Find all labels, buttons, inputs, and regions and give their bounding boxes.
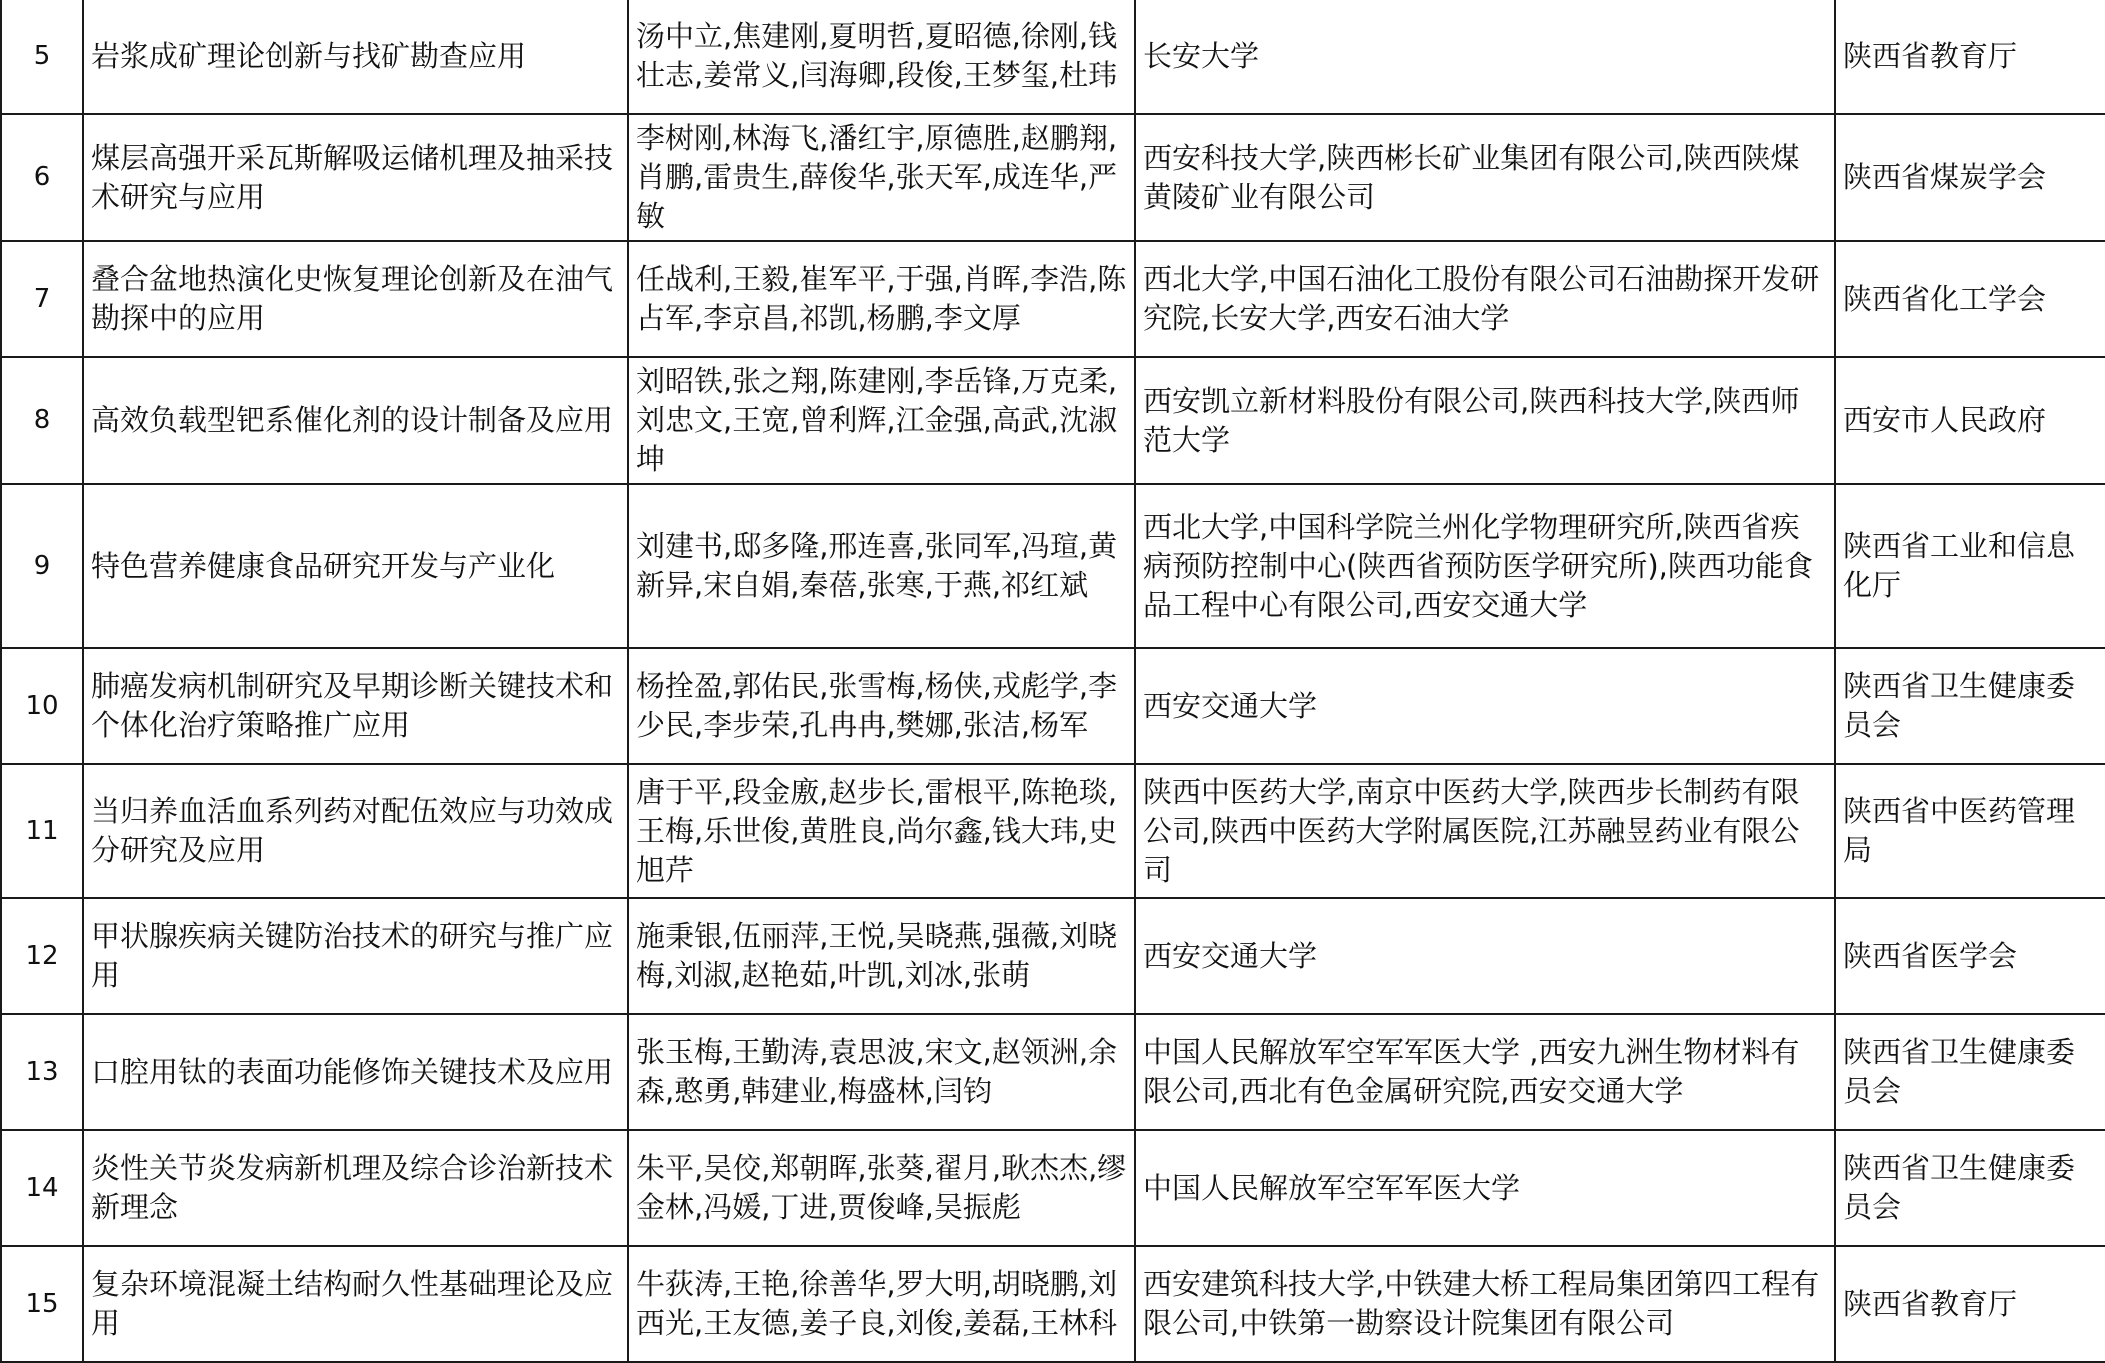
- contributors: 唐于平,段金廒,赵步长,雷根平,陈艳琰,王梅,乐世俊,黄胜良,尚尔鑫,钱大玮,史旭芹: [628, 764, 1135, 898]
- project-name: 复杂环境混凝土结构耐久性基础理论及应用: [83, 1246, 628, 1362]
- nominating-unit: 陕西省中医药管理局: [1835, 764, 2105, 898]
- nominating-unit: 陕西省化工学会: [1835, 241, 2105, 357]
- completing-units: 西北大学,中国科学院兰州化学物理研究所,陕西省疾病预防控制中心(陕西省预防医学研究所),陕西功能食品工程中心有限公司,西安交通大学: [1135, 484, 1835, 648]
- table-row: [1, 1014, 2105, 1130]
- completing-units: 西安交通大学: [1135, 898, 1835, 1014]
- row-number: 15: [1, 1246, 83, 1362]
- table-row: [1, 648, 2105, 764]
- project-name: 特色营养健康食品研究开发与产业化: [83, 484, 628, 648]
- contributors: 朱平,吴佼,郑朝晖,张葵,翟月,耿杰杰,缪金林,冯媛,丁进,贾俊峰,吴振彪: [628, 1130, 1135, 1246]
- completing-units: 长安大学: [1135, 0, 1835, 114]
- contributors: 汤中立,焦建刚,夏明哲,夏昭德,徐刚,钱壮志,姜常义,闫海卿,段俊,王梦玺,杜玮: [628, 0, 1135, 114]
- row-number: 5: [1, 0, 83, 114]
- project-name: 高效负载型钯系催化剂的设计制备及应用: [83, 357, 628, 484]
- project-name: 甲状腺疾病关键防治技术的研究与推广应用: [83, 898, 628, 1014]
- nominating-unit: 陕西省医学会: [1835, 898, 2105, 1014]
- table-row: [1, 484, 2105, 648]
- row-number: 14: [1, 1130, 83, 1246]
- nominating-unit: 陕西省工业和信息化厅: [1835, 484, 2105, 648]
- contributors: 张玉梅,王勤涛,袁思波,宋文,赵领洲,余森,憨勇,韩建业,梅盛林,闫钧: [628, 1014, 1135, 1130]
- row-number: 6: [1, 114, 83, 241]
- project-name: 肺癌发病机制研究及早期诊断关键技术和个体化治疗策略推广应用: [83, 648, 628, 764]
- nominating-unit: 陕西省卫生健康委员会: [1835, 648, 2105, 764]
- contributors: 任战利,王毅,崔军平,于强,肖晖,李浩,陈占军,李京昌,祁凯,杨鹏,李文厚: [628, 241, 1135, 357]
- project-name: 当归养血活血系列药对配伍效应与功效成分研究及应用: [83, 764, 628, 898]
- project-name: 炎性关节炎发病新机理及综合诊治新技术新理念: [83, 1130, 628, 1246]
- completing-units: 西安科技大学,陕西彬长矿业集团有限公司,陕西陕煤黄陵矿业有限公司: [1135, 114, 1835, 241]
- table-row: [1, 357, 2105, 484]
- completing-units: 西安建筑科技大学,中铁建大桥工程局集团第四工程有限公司,中铁第一勘察设计院集团有限公司: [1135, 1246, 1835, 1362]
- project-name: 煤层高强开采瓦斯解吸运储机理及抽采技术研究与应用: [83, 114, 628, 241]
- nominating-unit: 西安市人民政府: [1835, 357, 2105, 484]
- table-row: [1, 764, 2105, 898]
- row-number: 13: [1, 1014, 83, 1130]
- row-number: 11: [1, 764, 83, 898]
- contributors: 杨拴盈,郭佑民,张雪梅,杨侠,戎彪学,李少民,李步荣,孔冉冉,樊娜,张洁,杨军: [628, 648, 1135, 764]
- row-number: 12: [1, 898, 83, 1014]
- contributors: 李树刚,林海飞,潘红宇,原德胜,赵鹏翔,肖鹏,雷贵生,薛俊华,张天军,成连华,严敏: [628, 114, 1135, 241]
- project-name: 口腔用钛的表面功能修饰关键技术及应用: [83, 1014, 628, 1130]
- table-row: [1, 1246, 2105, 1362]
- completing-units: 西安交通大学: [1135, 648, 1835, 764]
- contributors: 刘昭铁,张之翔,陈建刚,李岳锋,万克柔,刘忠文,王宽,曾利辉,江金强,高武,沈淑坤: [628, 357, 1135, 484]
- table-row: [1, 114, 2105, 241]
- project-name: 叠合盆地热演化史恢复理论创新及在油气勘探中的应用: [83, 241, 628, 357]
- completing-units: 西安凯立新材料股份有限公司,陕西科技大学,陕西师范大学: [1135, 357, 1835, 484]
- nominating-unit: 陕西省教育厅: [1835, 1246, 2105, 1362]
- project-name: 岩浆成矿理论创新与找矿勘查应用: [83, 0, 628, 114]
- table-row: [1, 0, 2105, 114]
- nominating-unit: 陕西省煤炭学会: [1835, 114, 2105, 241]
- table-row: [1, 241, 2105, 357]
- completing-units: 中国人民解放军空军军医大学: [1135, 1130, 1835, 1246]
- row-number: 7: [1, 241, 83, 357]
- contributors: 施秉银,伍丽萍,王悦,吴晓燕,强薇,刘晓梅,刘淑,赵艳茹,叶凯,刘冰,张萌: [628, 898, 1135, 1014]
- completing-units: 西北大学,中国石油化工股份有限公司石油勘探开发研究院,长安大学,西安石油大学: [1135, 241, 1835, 357]
- completing-units: 陕西中医药大学,南京中医药大学,陕西步长制药有限公司,陕西中医药大学附属医院,江苏融昱药业有限公司: [1135, 764, 1835, 898]
- completing-units: 中国人民解放军空军军医大学 ,西安九洲生物材料有限公司,西北有色金属研究院,西安交通大学: [1135, 1014, 1835, 1130]
- row-number: 9: [1, 484, 83, 648]
- table-row: [1, 898, 2105, 1014]
- contributors: 刘建书,邸多隆,邢连喜,张同军,冯瑄,黄新异,宋自娟,秦蓓,张寒,于燕,祁红斌: [628, 484, 1135, 648]
- row-number: 8: [1, 357, 83, 484]
- nominating-unit: 陕西省卫生健康委员会: [1835, 1130, 2105, 1246]
- row-number: 10: [1, 648, 83, 764]
- nominating-unit: 陕西省教育厅: [1835, 0, 2105, 114]
- nominating-unit: 陕西省卫生健康委员会: [1835, 1014, 2105, 1130]
- contributors: 牛荻涛,王艳,徐善华,罗大明,胡晓鹏,刘西光,王友德,姜子良,刘俊,姜磊,王林科: [628, 1246, 1135, 1362]
- table-row: [1, 1130, 2105, 1246]
